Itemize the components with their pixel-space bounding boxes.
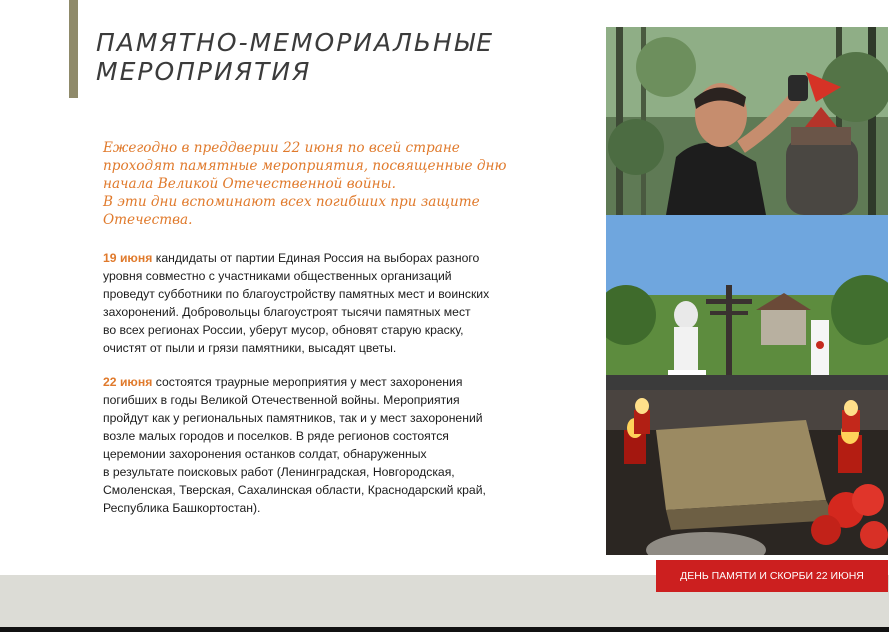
paragraph-line: пройдут как у региональных памятников, так и у мест захоронений: [103, 411, 483, 425]
title-line-1: ПАМЯТНО-МЕМОРИАЛЬНЫЕ: [96, 28, 495, 57]
paragraph-line: погибших в годы Великой Отечественной войны. Мероприятия: [103, 393, 460, 407]
paragraph-june-19: [103, 249, 573, 357]
paragraph-line: захоронений. Добровольцы благоустроят тысячи памятных мест: [103, 305, 471, 319]
intro-line: В эти дни вспоминают всех погибших при защите: [103, 194, 480, 210]
date-june-22: 22 июня: [103, 375, 153, 389]
volunteer-painting-photo: [606, 27, 888, 215]
paragraph-line: [103, 373, 573, 391]
title-line-2: МЕРОПРИЯТИЯ: [96, 57, 312, 86]
intro-line: начала Великой Отечественной войны.: [103, 176, 396, 192]
paragraph-text: состоятся траурные мероприятия у мест захоронения: [152, 375, 463, 389]
memorial-candles-photo: [606, 390, 888, 555]
intro-line: Отечества.: [103, 212, 193, 228]
date-june-19: 19 июня: [103, 251, 153, 265]
title-accent-bar: [69, 0, 78, 98]
intro-line: Ежегодно в преддверии 22 июня по всей стране: [103, 140, 460, 156]
paragraph-line: проведут субботники по благоустройству памятных мест и воинских: [103, 287, 490, 301]
page-title: [96, 28, 576, 86]
paragraph-line: церемонии захоронения останков солдат, обнаруженных: [103, 447, 427, 461]
paragraph-line: Смоленская, Тверская, Сахалинская области, Краснодарский край,: [103, 483, 486, 497]
paragraph-line: очистят от пыли и грязи памятники, высадят цветы.: [103, 341, 397, 355]
paragraph-line: возле малых городов и поселков. В ряде регионов состоятся: [103, 429, 449, 443]
paragraph-text: кандидаты от партии Единая Россия на выборах разного: [152, 251, 480, 265]
memorial-statue-photo: [606, 215, 888, 390]
paragraph-june-22: [103, 373, 573, 517]
paragraph-line: уровня совместно с участниками общественных организаций: [103, 269, 452, 283]
intro-text: [103, 139, 573, 229]
paragraph-line: [103, 249, 573, 267]
paragraph-line: Республика Башкортостан).: [103, 501, 261, 515]
intro-line: проходят памятные мероприятия, посвященные дню: [103, 158, 507, 174]
caption-banner: ДЕНЬ ПАМЯТИ И СКОРБИ 22 ИЮНЯ: [656, 560, 888, 592]
paragraph-line: в результате поисковых работ (Ленинградская, Новгородская,: [103, 465, 455, 479]
footer-line: [0, 627, 889, 632]
paragraph-line: во всех регионах России, уберут мусор, обновят старую краску,: [103, 323, 464, 337]
